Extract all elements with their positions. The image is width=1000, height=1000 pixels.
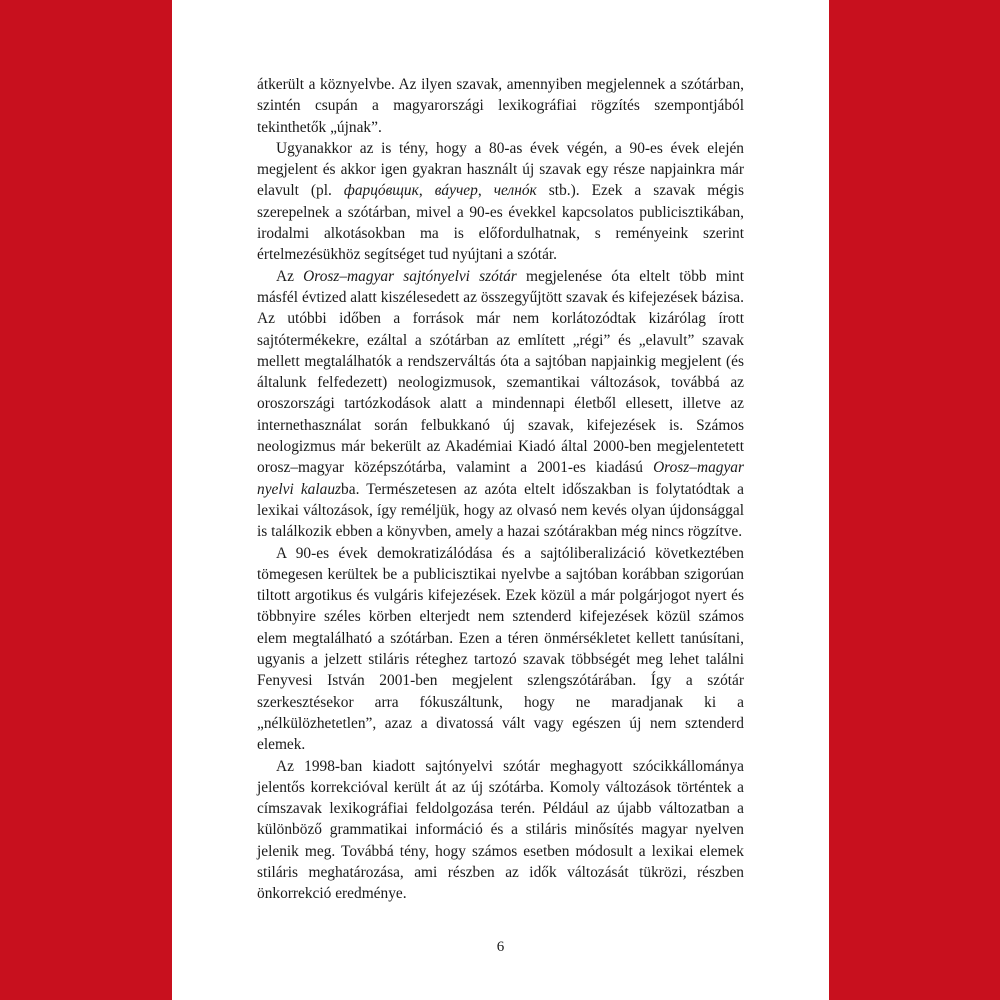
text-run: Az 1998-ban kiadott sajtónyelvi szótár meghagyott szócikkállománya jelentős korrekcióval került át az új szótárba. Komoly változások történtek a címszavak lexikográfiai feldolgozása terén. Például az újabb változatban a különböző grammatikai információ és a stiláris minősítés magyar nyelven jelenik meg. Továbbá tény, hogy számos esetben módosult a lexikai elemek stiláris meghatározása, ami részben az idők változását tükrözi, részben önkorrekció eredménye. (257, 757, 744, 903)
text-run: megjelenése óta eltelt több mint másfél évtized alatt kiszélesedett az összegyűjtött szavak és kifejezések bázisa. Az utóbbi időben a források már nem korlátozódtak kizárólag írott sajtótermékekre, ezáltal a szótárban az említett „régi” és „elavult” szavak mellett megtalálhatók a rendszerváltás óta a sajtóban napjainkig megjelent (és általunk felfedezett) neologizmusok, szemantikai változások, továbbá az oroszországi tartózkodások alatt a mindennapi életből ellesett, illetve az internethasználat során felbukkanó új szavak, kifejezések is. Számos neologizmus már bekerült az Akadémiai Kiadó által 2000-ben megjelentetett orosz–magyar középszótárba, valamint a 2001-es kiadású (257, 267, 745, 477)
italic-text: фарцóвщик (343, 182, 419, 200)
body-text (257, 74, 744, 905)
italic-text: вáучер (434, 182, 478, 200)
text-run: átkerült a köznyelvbe. Az ilyen szavak, amennyiben megjelennek a szótárban, szintén csupán a magyarországi lexikográfiai rögzítés szempontjából tekinthetők „újnak”. (257, 76, 744, 136)
paragraph (257, 74, 744, 138)
text-run: Ugyanakkor az is tény, hogy a 80-as évek végén, a 90-es évek elején megjelent és akkor igen gyakran használt új szavak egy része napjainkra már elavult (pl. (257, 139, 744, 200)
page-number: 6 (496, 939, 505, 955)
text-run: Az (276, 267, 304, 285)
text-run: ba. Természetesen az azóta eltelt időszakban is folytatódtak a lexikai változások, így reméljük, hogy az olvasó nem kevés olyan újdonsággal is találkozik ebben a könyvben, amely a hazai szótárakban még nincs rögzítve. (257, 480, 744, 541)
paragraph (257, 543, 744, 756)
paragraph (257, 138, 744, 266)
text-run: , (418, 182, 435, 200)
italic-text: Orosz–magyar nyelvi kalauz (257, 459, 744, 498)
italic-text: Orosz–magyar sajtónyelvi szótár (303, 267, 517, 285)
text-run: stb.). Ezek a szavak mégis szerepelnek a szótárban, mivel a 90-es évekkel kapcsolatos publicisztikában, irodalmi alkotásokban ma is előfordulhatnak, s reményeink szerint értelmezésükhöz segítséget tud nyújtani a szótár. (257, 182, 744, 264)
paragraph (257, 266, 744, 543)
book-page (172, 0, 829, 1000)
italic-text: челнóк (493, 182, 537, 200)
paragraph (257, 756, 744, 905)
text-run: A 90-es évek demokratizálódása és a sajtóliberalizáció következtében tömegesen kerültek be a publicisztikai nyelvbe a sajtóban korábban szigorúan tiltott argotikus és vulgáris kifejezések. Ezek közül a már polgárjogot nyert és többnyire széles körben elterjedt nem sztenderd kifejezések közül számos elem megtalálható a szótárban. Ezen a téren önmérsékletet kellett tanúsítani, ugyanis a jelzett stiláris réteghez tartozó szavak többségét meg lehet találni Fenyvesi István 2001-ben megjelent szlengszótárában. Így a szótár szerkesztésekor arra fókuszáltunk, hogy ne maradjanak ki a „nélkülözhetetlen”, azaz a divatossá vált vagy egészen új nem sztenderd elemek. (257, 544, 744, 754)
text-run: , (477, 182, 494, 200)
